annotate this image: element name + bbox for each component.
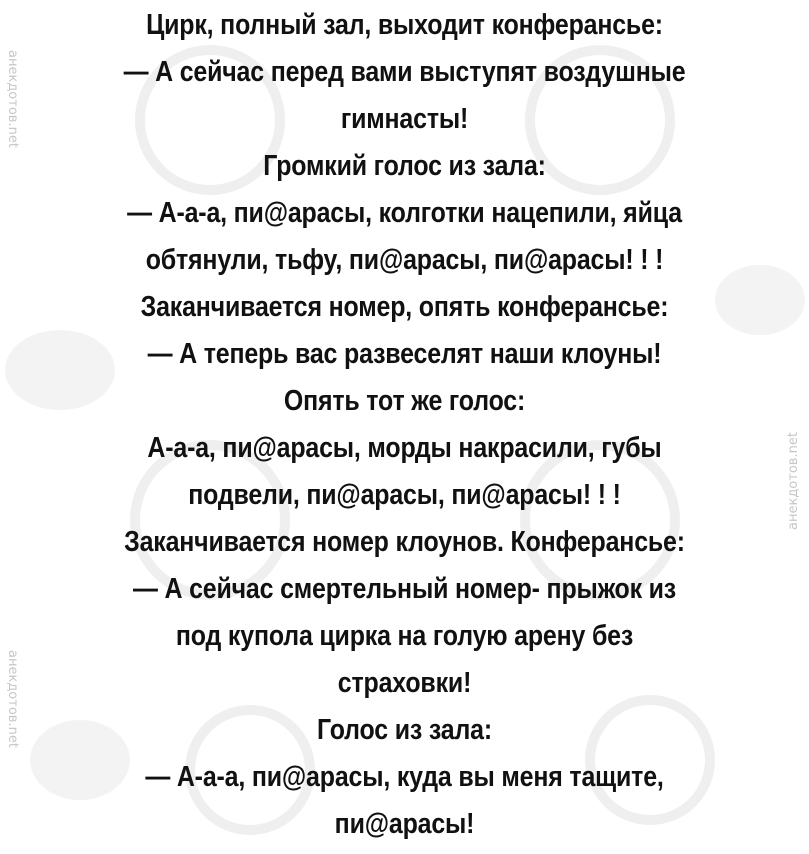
watermark-text: анекдотов.net bbox=[5, 50, 20, 148]
joke-line: Заканчивается номер, опять конферансье: bbox=[140, 291, 669, 323]
joke-line: страховки! bbox=[337, 667, 472, 699]
joke-line: Цирк, полный зал, выходит конферансье: bbox=[146, 9, 663, 41]
joke-line: — А-а-а, пи@арасы, куда вы меня тащите, bbox=[145, 761, 664, 793]
joke-line: Опять тот же голос: bbox=[283, 385, 526, 417]
joke-text bbox=[64, 2, 746, 848]
watermark-text: анекдотов.net bbox=[5, 650, 20, 748]
watermark-text: анекдотов.net bbox=[786, 432, 801, 530]
joke-line: А-а-а, пи@арасы, морды накрасили, губы bbox=[147, 432, 662, 464]
joke-line: — А сейчас перед вами выступят воздушные bbox=[123, 56, 686, 88]
joke-line: подвели, пи@арасы, пи@арасы! ! ! bbox=[188, 479, 621, 511]
joke-line: Заканчивается номер клоунов. Конферансье: bbox=[124, 526, 685, 558]
joke-line: обтянули, тьфу, пи@арасы, пи@арасы! ! ! bbox=[145, 244, 664, 276]
joke-line: пи@арасы! bbox=[334, 808, 475, 840]
joke-line: — А теперь вас развеселят наши клоуны! bbox=[147, 338, 662, 370]
joke-line: гимнасты! bbox=[340, 103, 469, 135]
joke-line: Громкий голос из зала: bbox=[263, 150, 546, 182]
joke-line: под купола цирка на голую арену без bbox=[175, 620, 634, 652]
joke-line: — А сейчас смертельный номер- прыжок из bbox=[132, 573, 677, 605]
joke-line: Голос из зала: bbox=[317, 714, 492, 746]
joke-line: — А-а-а, пи@арасы, колготки нацепили, яйца bbox=[127, 197, 682, 229]
